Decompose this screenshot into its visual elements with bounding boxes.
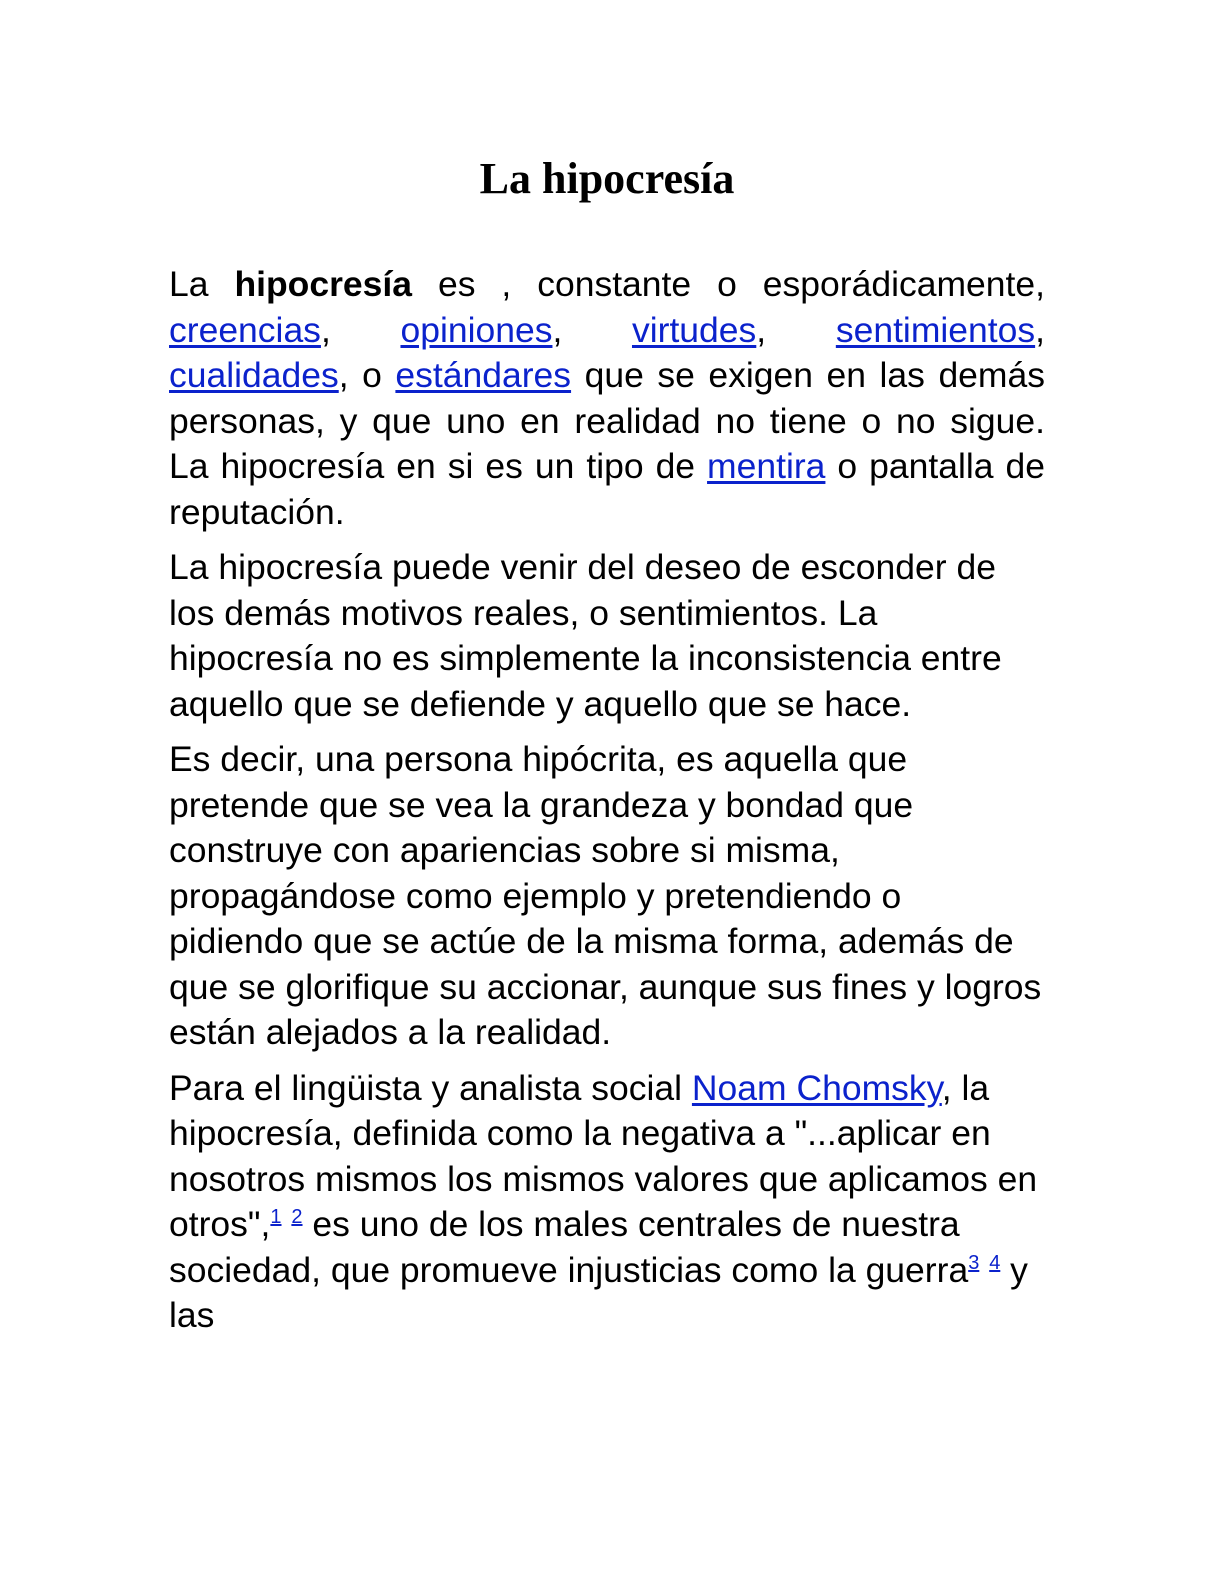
footnote-link-1[interactable]: 1 <box>270 1206 282 1229</box>
ref-space <box>979 1250 989 1290</box>
link-sentimientos[interactable]: sentimientos <box>835 309 1036 350</box>
paragraph-3: Es decir, una persona hipócrita, es aquella que pretende que se vea la grandeza y bondad que construye con apariencias sobre si misma, propagándose como ejemplo y pretendiendo o pidiendo que se actúe de la misma forma, además de que se glorifique su accionar, aunque sus fines y logros están alejados a la realidad. <box>169 739 1042 1052</box>
link-estandares[interactable]: estándares <box>395 355 572 395</box>
paragraph-2: La hipocresía puede venir del deseo de esconder de los demás motivos reales, o sentimientos. La hipocresía no es simplemente la inconsistencia entre aquello que se defiende y aquello que se hace. <box>169 547 1002 724</box>
link-creencias[interactable]: creencias <box>169 309 321 350</box>
p1-lead: La <box>169 264 235 304</box>
p4-middle2: es uno de los males centrales de nuestra sociedad, que promueve injusticias como la guerra <box>169 1204 969 1290</box>
footnote-link-4[interactable]: 4 <box>989 1251 1001 1274</box>
p1-end: o pantalla de reputación. <box>169 446 1045 532</box>
p4-middle: , la hipocresía, definida como la negativa a "...aplicar en nosotros mismos los mismos valores que aplicamos en otros", <box>169 1067 1038 1244</box>
p1-middle: que se exigen en las demás personas, y que uno en realidad no tiene o no sigue. La hipocresía en si es un tipo de <box>169 355 1045 486</box>
p1-sep: , <box>552 309 632 350</box>
link-noam-chomsky[interactable]: Noam Chomsky <box>691 1067 942 1108</box>
footnote-link-2[interactable]: 2 <box>291 1206 303 1229</box>
paragraph-1 <box>169 262 1045 535</box>
p1-sep: , <box>756 309 836 350</box>
p1-after-bold: es , constante o esporádicamente, <box>412 264 1045 304</box>
footnote-ref-1 <box>270 1206 281 1228</box>
p1-sep: , o <box>338 355 396 395</box>
footnote-ref-2 <box>291 1206 302 1228</box>
document-page <box>169 150 1045 1349</box>
p1-sep: , <box>320 309 401 350</box>
footnote-ref-3 <box>968 1252 979 1274</box>
link-opiniones[interactable]: opiniones <box>400 309 553 350</box>
link-mentira[interactable]: mentira <box>707 446 826 486</box>
footnote-link-3[interactable]: 3 <box>968 1251 980 1274</box>
ref-space <box>282 1204 292 1244</box>
p1-sep: , <box>1035 309 1045 350</box>
paragraph-4 <box>169 1066 1045 1339</box>
page-title: La hipocresía <box>479 154 735 203</box>
link-virtudes[interactable]: virtudes <box>631 309 757 350</box>
link-cualidades[interactable]: cualidades <box>169 355 339 395</box>
p4-lead: Para el lingüista y analista social <box>169 1067 692 1108</box>
p1-bold-term: hipocresía <box>234 264 413 304</box>
footnote-ref-4 <box>989 1252 1000 1274</box>
p4-end: y las <box>169 1249 1028 1335</box>
